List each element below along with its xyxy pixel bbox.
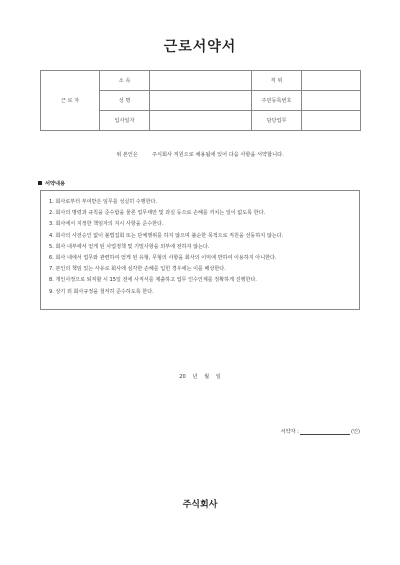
label-name: 성 명 — [100, 91, 150, 111]
label-hire-date: 입사일자 — [100, 111, 150, 131]
intro-statement — [0, 151, 400, 158]
table-row — [41, 71, 361, 91]
section-title: 서약내용 — [45, 181, 66, 187]
terms-list — [49, 197, 351, 298]
section-heading — [38, 180, 65, 187]
value-duty[interactable] — [302, 111, 361, 131]
label-duty: 담당업무 — [252, 111, 302, 131]
date-line — [0, 373, 400, 380]
row-header-worker: 근 로 자 — [41, 71, 100, 131]
label-resident-number: 주민등록번호 — [252, 91, 302, 111]
label-position: 직 위 — [252, 71, 302, 91]
intro-part2: 주식회사 직원으로 채용됨에 있어 다음 사항을 서약합니다. — [151, 152, 284, 158]
signature-field[interactable] — [300, 429, 350, 435]
square-bullet-icon — [38, 181, 42, 185]
list-item: 9. 상기 외 회사규정을 철저히 준수하도록 한다. — [49, 288, 154, 295]
signature-label: 서약자 : — [280, 429, 299, 435]
list-item: 3. 회사에서 지정한 책임자의 지시 사항을 준수한다. — [49, 221, 164, 228]
label-department: 소 속 — [100, 71, 150, 91]
value-department[interactable] — [150, 71, 252, 91]
value-name[interactable] — [150, 91, 252, 111]
value-position[interactable] — [302, 71, 361, 91]
list-item: 4. 회사의 사전승인 없이 불법집회 또는 단체행위를 하지 않으며 불순한 목적으로 직원을 선동하지 않는다. — [49, 232, 284, 239]
company-name: 주식회사 — [182, 500, 218, 510]
date-year: 년 — [192, 374, 198, 380]
date-year-prefix: 20 — [179, 374, 186, 380]
list-item: 1. 회사로부터 부여받은 임무를 성실히 수행한다. — [49, 199, 158, 205]
terms-box — [40, 190, 360, 310]
list-item: 5. 회사 내부에서 얻게 된 사업정책 및 기밀사항을 외부에 전하지 않는다. — [49, 243, 210, 250]
worker-info-table — [40, 70, 361, 131]
signature-line — [281, 428, 361, 435]
date-day: 일 — [215, 374, 221, 380]
list-item: 6. 회사 내에서 업무와 관련하여 얻게 된 유형, 무형의 사항을 회사의 이익에 반하여 이용하지 아니한다. — [49, 255, 277, 262]
value-hire-date[interactable] — [150, 111, 252, 131]
seal-mark: (인) — [350, 429, 360, 435]
list-item: 7. 본인의 책임 있는 사유로 회사에 심각한 손해를 입힌 경우에는 이를 배상한다. — [49, 266, 226, 273]
value-resident-number[interactable] — [302, 91, 361, 111]
list-item: 2. 회사의 명령과 규칙을 준수함을 물론 업무태만 및 과실 등으로 손해를 끼치는 일이 없도록 한다. — [49, 210, 266, 217]
date-month: 월 — [204, 374, 210, 380]
list-item: 8. 개인사정으로 퇴직할 시 15일 전에 사직서를 제출하고 업무 인수인계를 정확하게 진행한다. — [49, 277, 257, 284]
intro-part1: 위 본인은 — [116, 152, 138, 158]
document-title: 근로서약서 — [163, 39, 237, 55]
